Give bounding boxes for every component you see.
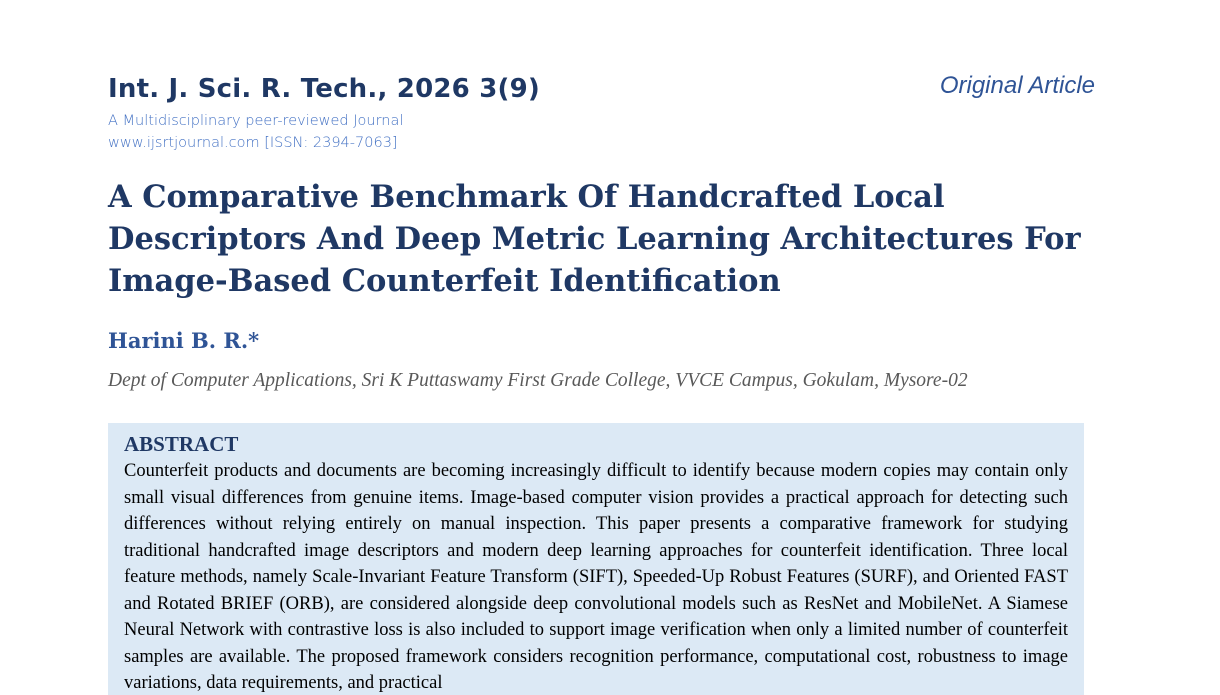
author-affiliation: Dept of Computer Applications, Sri K Puttaswamy First Grade College, VVCE Campus, Gokulam, Mysore-02 xyxy=(108,370,968,391)
journal-title: Int. J. Sci. R. Tech., 2026 3(9) xyxy=(108,74,540,104)
abstract-heading: ABSTRACT xyxy=(124,432,239,456)
abstract-text: Counterfeit products and documents are becoming increasingly difficult to identify because modern copies may contain only small visual differences from genuine items. Image-based computer vision provides a practical approach for detecting such differences without relying entirely on manual inspection. This paper presents a comparative framework for studying traditional handcrafted image descriptors and modern deep learning approaches for counterfeit identification. Three local feature methods, namely Scale-Invariant Feature Transform (SIFT), Speeded-Up Robust Features (SURF), and Oriented FAST and Rotated BRIEF (ORB), are considered alongside deep convolutional models such as ResNet and MobileNet. A Siamese Neural Network with contrastive loss is also included to support image verification when only a limited number of counterfeit samples are available. The proposed framework considers recognition performance, computational cost, robustness to image variations, data requirements, and practical xyxy=(124,461,1068,693)
article-type-label: Original Article xyxy=(939,72,1095,99)
journal-tagline: A Multidisciplinary peer-reviewed Journal xyxy=(108,113,404,129)
abstract-section xyxy=(108,423,1084,695)
journal-website-issn: www.ijsrtjournal.com [ISSN: 2394-7063] xyxy=(108,135,398,151)
paper-title: A Comparative Benchmark Of Handcrafted Local Descriptors And Deep Metric Learning Architectures For Image-Based Counterfeit Identification xyxy=(108,179,1081,299)
author-name: Harini B. R.* xyxy=(108,328,260,353)
